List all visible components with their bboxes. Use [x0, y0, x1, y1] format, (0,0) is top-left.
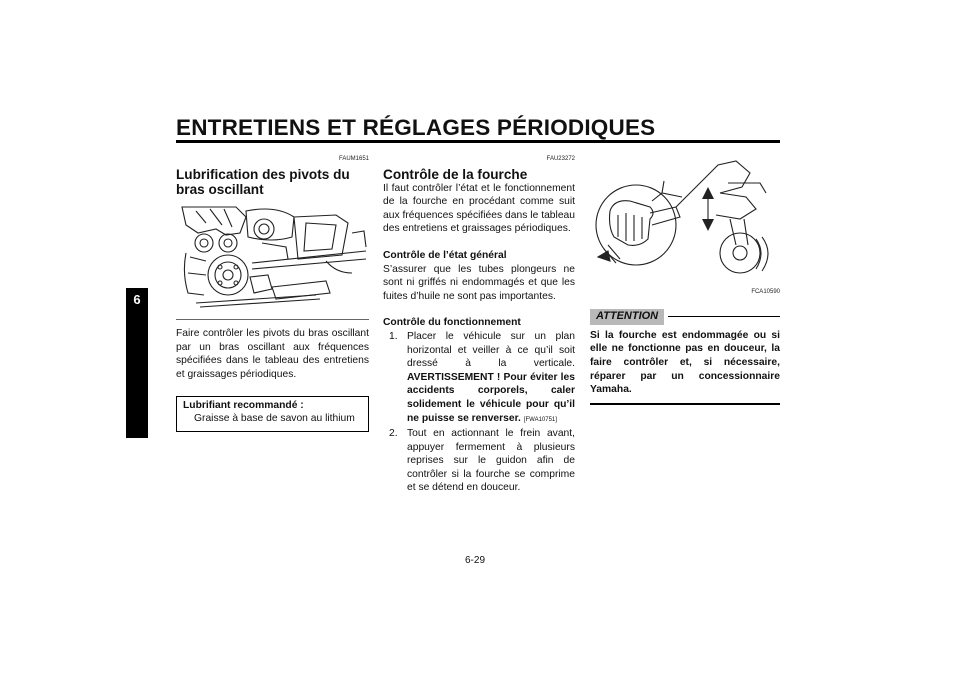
column-fork-figure: [590, 153, 780, 405]
lubricant-title: Lubrifiant recommandé :: [183, 399, 304, 411]
fork-intro: Il faut contrôler l’état et le fonctionnement de la fourche en procédant comme suit aux fréquences spécifiées dans le tableau des entretiens et graissages périodiques.: [383, 182, 575, 235]
list-item: 1. Placer le véhicule sur un plan horizontal et veiller à ce qu’il soit dressé à la verticale. AVERTISSEMENT ! Pour éviter les accidents corporels, caler solidement le véhicule pour qu’il ne puisse se renverser. [FWA10751]: [389, 330, 575, 424]
header-rule: [176, 140, 780, 143]
lubricant-value: Graisse à base de savon au lithium: [194, 413, 355, 425]
attention-end-rule: [590, 403, 780, 405]
steps-list: [383, 330, 575, 495]
section-heading: Lubrification des pivots du bras oscillant: [176, 166, 350, 197]
subheading-general: Contrôle de l’état général: [383, 249, 507, 261]
figure-code: FCA10590: [751, 288, 780, 295]
list-item: 2. Tout en actionnant le frein avant, appuyer fermement à plusieurs reprises sur le guidon afin de contrôler si la fourche se comprime et se détend en douceur.: [389, 428, 575, 494]
attention-rule: [668, 316, 780, 317]
fork-illustration: [590, 153, 780, 286]
section-code: FAU23272: [546, 156, 575, 162]
section-heading: Contrôle de la fourche: [383, 166, 528, 182]
chapter-tab: 6: [126, 288, 148, 438]
lubricant-box: [176, 396, 369, 432]
page-number: 6-29: [465, 555, 486, 566]
attention-text: Si la fourche est endommagée ou si elle ne fonctionne pas en douceur, la faire contrôler et, si nécessaire, réparer par un concessionnaire Yamaha.: [590, 329, 780, 396]
warning-ref: [FWA10751]: [523, 416, 557, 423]
step-text: Tout en actionnant le frein avant, appuyer fermement à plusieurs reprises sur le guidon afin de contrôler si la fourche se comprime et se détend en douceur.: [407, 428, 575, 494]
warning-text: AVERTISSEMENT ! Pour éviter les accidents corporels, caler solidement le véhicule pour qu’il ne puisse se renverser.: [407, 371, 575, 424]
column-swingarm: [176, 153, 369, 432]
general-check-text: S’assurer que les tubes plongeurs ne sont ni griffés ni endommagés et que les fuites d’huile ne sont pas importantes.: [383, 263, 575, 302]
attention-label: ATTENTION: [590, 309, 664, 325]
swingarm-illustration: [176, 203, 369, 321]
attention-header: [590, 309, 780, 325]
column-fork: [383, 153, 575, 495]
swingarm-paragraph: Faire contrôler les pivots du bras oscillant par un bras oscillant aux fréquences spécifiées dans le tableau des entretiens et graissages périodiques.: [176, 328, 369, 380]
step-text: Placer le véhicule sur un plan horizontal et veiller à ce qu’il soit dressé à la verticale.: [407, 330, 575, 370]
page-title: ENTRETIENS ET RÉGLAGES PÉRIODIQUES: [176, 115, 656, 140]
subheading-operation: Contrôle du fonctionnement: [383, 317, 521, 329]
section-code: FAUM1651: [338, 156, 369, 162]
